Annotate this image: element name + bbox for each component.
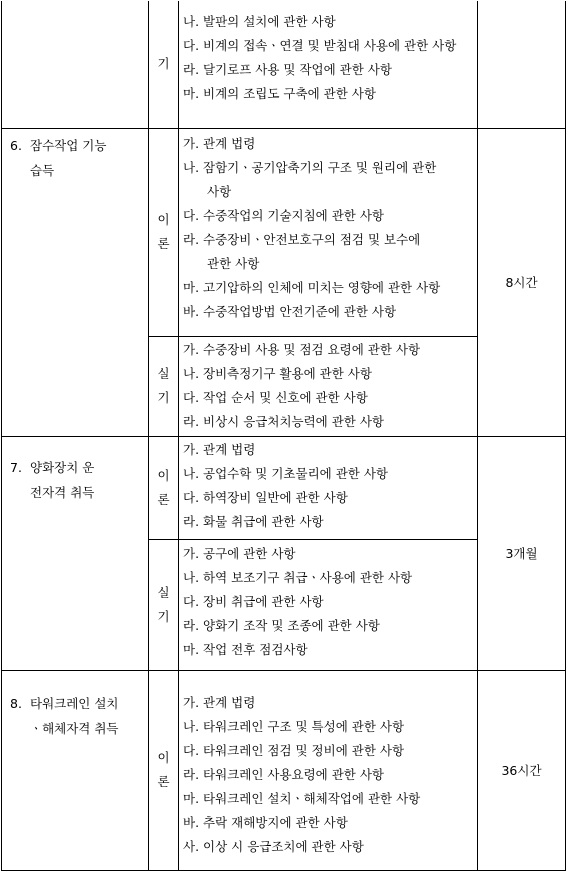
kind-char: 이 (157, 467, 170, 483)
list-item: 마. 타워크레인 설치ㆍ해체작업에 관한 사항 (183, 790, 421, 806)
section-title-line1: 양화장치 운 (30, 459, 95, 475)
list-item: 라. 타워크레인 사용요령에 관한 사항 (183, 766, 384, 782)
section-title-cell (2, 436, 149, 670)
training-curriculum-table (1, 1, 566, 871)
kind-char: 실 (157, 584, 170, 600)
list-item: 다. 타워크레인 점검 및 정비에 관한 사항 (183, 742, 405, 758)
duration-cell-empty (478, 1, 566, 128)
list-item: 마. 고기압하의 인체에 미치는 영향에 관한 사항 (183, 279, 441, 295)
kind-label: 기 (157, 56, 170, 72)
section-title-line2: 습득 (30, 162, 55, 178)
kind-char: 론 (157, 774, 170, 789)
kind-cell (149, 336, 179, 436)
list-item: 다. 작업 순서 및 신호에 관한 사항 (183, 389, 368, 405)
list-item: 다. 장비 취급에 관한 사항 (183, 593, 324, 609)
section-title-line1: 타워크레인 설치 (30, 695, 119, 711)
section-title-cell-empty (2, 1, 149, 128)
list-item: 바. 수중작업방법 안전기준에 관한 사항 (183, 303, 397, 319)
items-cell (179, 1, 478, 128)
kind-char: 실 (157, 366, 170, 381)
list-item: 마. 비계의 조립도 구축에 관한 사항 (183, 86, 376, 101)
list-item: 사. 이상 시 응급조치에 관한 사항 (183, 838, 364, 854)
list-item: 가. 공구에 관한 사항 (183, 545, 296, 561)
list-item: 마. 작업 전후 점검사항 (183, 641, 308, 657)
list-item: 나. 타워크레인 구조 및 특성에 관한 사항 (183, 718, 405, 734)
kind-char: 기 (157, 608, 170, 624)
kind-cell (149, 128, 179, 336)
section-number: 7. (10, 459, 22, 475)
list-item: 나. 장비측정기구 활용에 관한 사항 (183, 365, 372, 381)
section-title-line1: 잠수작업 기능 (30, 137, 107, 153)
list-item: 라. 비상시 응급처치능력에 관한 사항 (183, 413, 384, 429)
items-cell (179, 336, 478, 436)
kind-cell (149, 539, 179, 670)
items-cell (179, 128, 478, 336)
section-number: 8. (10, 695, 22, 711)
list-item: 나. 잠함기ㆍ공기압축기의 구조 및 원리에 관한 (183, 159, 437, 175)
kind-cell (149, 670, 179, 870)
list-item: 라. 달기로프 사용 및 작업에 관한 사항 (183, 62, 392, 77)
list-item: 나. 발판의 설치에 관한 사항 (183, 14, 336, 29)
kind-char: 론 (157, 236, 170, 251)
duration-value: 8시간 (505, 275, 538, 290)
kind-char: 기 (157, 390, 170, 405)
duration-cell (478, 670, 566, 870)
kind-cell (149, 436, 179, 539)
list-item: 다. 수중작업의 기술지침에 관한 사항 (183, 207, 384, 223)
list-item: 가. 수중장비 사용 및 점검 요령에 관한 사항 (183, 341, 421, 357)
duration-value: 3개월 (505, 546, 538, 561)
kind-char: 론 (157, 491, 170, 507)
list-item: 라. 화물 취급에 관한 사항 (183, 513, 324, 529)
list-item: 다. 하역장비 일반에 관한 사항 (183, 489, 348, 505)
duration-cell (478, 128, 566, 436)
items-cell (179, 436, 478, 539)
duration-value: 36시간 (501, 763, 542, 778)
list-item-continuation: 관한 사항 (207, 255, 260, 271)
section-title-cell (2, 128, 149, 436)
kind-cell (149, 1, 179, 128)
section-title-cell (2, 670, 149, 870)
list-item: 다. 비계의 접속ㆍ연결 및 받침대 사용에 관한 사항 (183, 38, 457, 53)
items-cell (179, 539, 478, 670)
list-item-continuation: 사항 (207, 183, 232, 199)
list-item: 라. 수중장비ㆍ안전보호구의 점검 및 보수에 (183, 231, 421, 247)
duration-cell (478, 436, 566, 670)
table-row-section-8 (2, 670, 566, 870)
table-row-continued (2, 1, 566, 128)
list-item: 라. 양화기 조작 및 조종에 관한 사항 (183, 617, 380, 633)
list-item: 가. 관계 법령 (183, 135, 256, 151)
section-number: 6. (10, 137, 22, 153)
table-row-section-7 (2, 436, 566, 539)
kind-char: 이 (157, 212, 170, 227)
list-item: 가. 관계 법령 (183, 441, 256, 457)
list-item: 나. 공업수학 및 기초물리에 관한 사항 (183, 465, 388, 481)
table-row-section-6 (2, 128, 566, 336)
items-cell (179, 670, 478, 870)
kind-char: 이 (157, 750, 170, 765)
section-title-line2: 전자격 취득 (30, 484, 95, 500)
section-title-line2: ㆍ해체자격 취득 (30, 720, 119, 736)
list-item: 가. 관계 법령 (183, 694, 256, 710)
list-item: 바. 추락 재해방지에 관한 사항 (183, 814, 348, 830)
list-item: 나. 하역 보조기구 취급ㆍ사용에 관한 사항 (183, 569, 413, 585)
